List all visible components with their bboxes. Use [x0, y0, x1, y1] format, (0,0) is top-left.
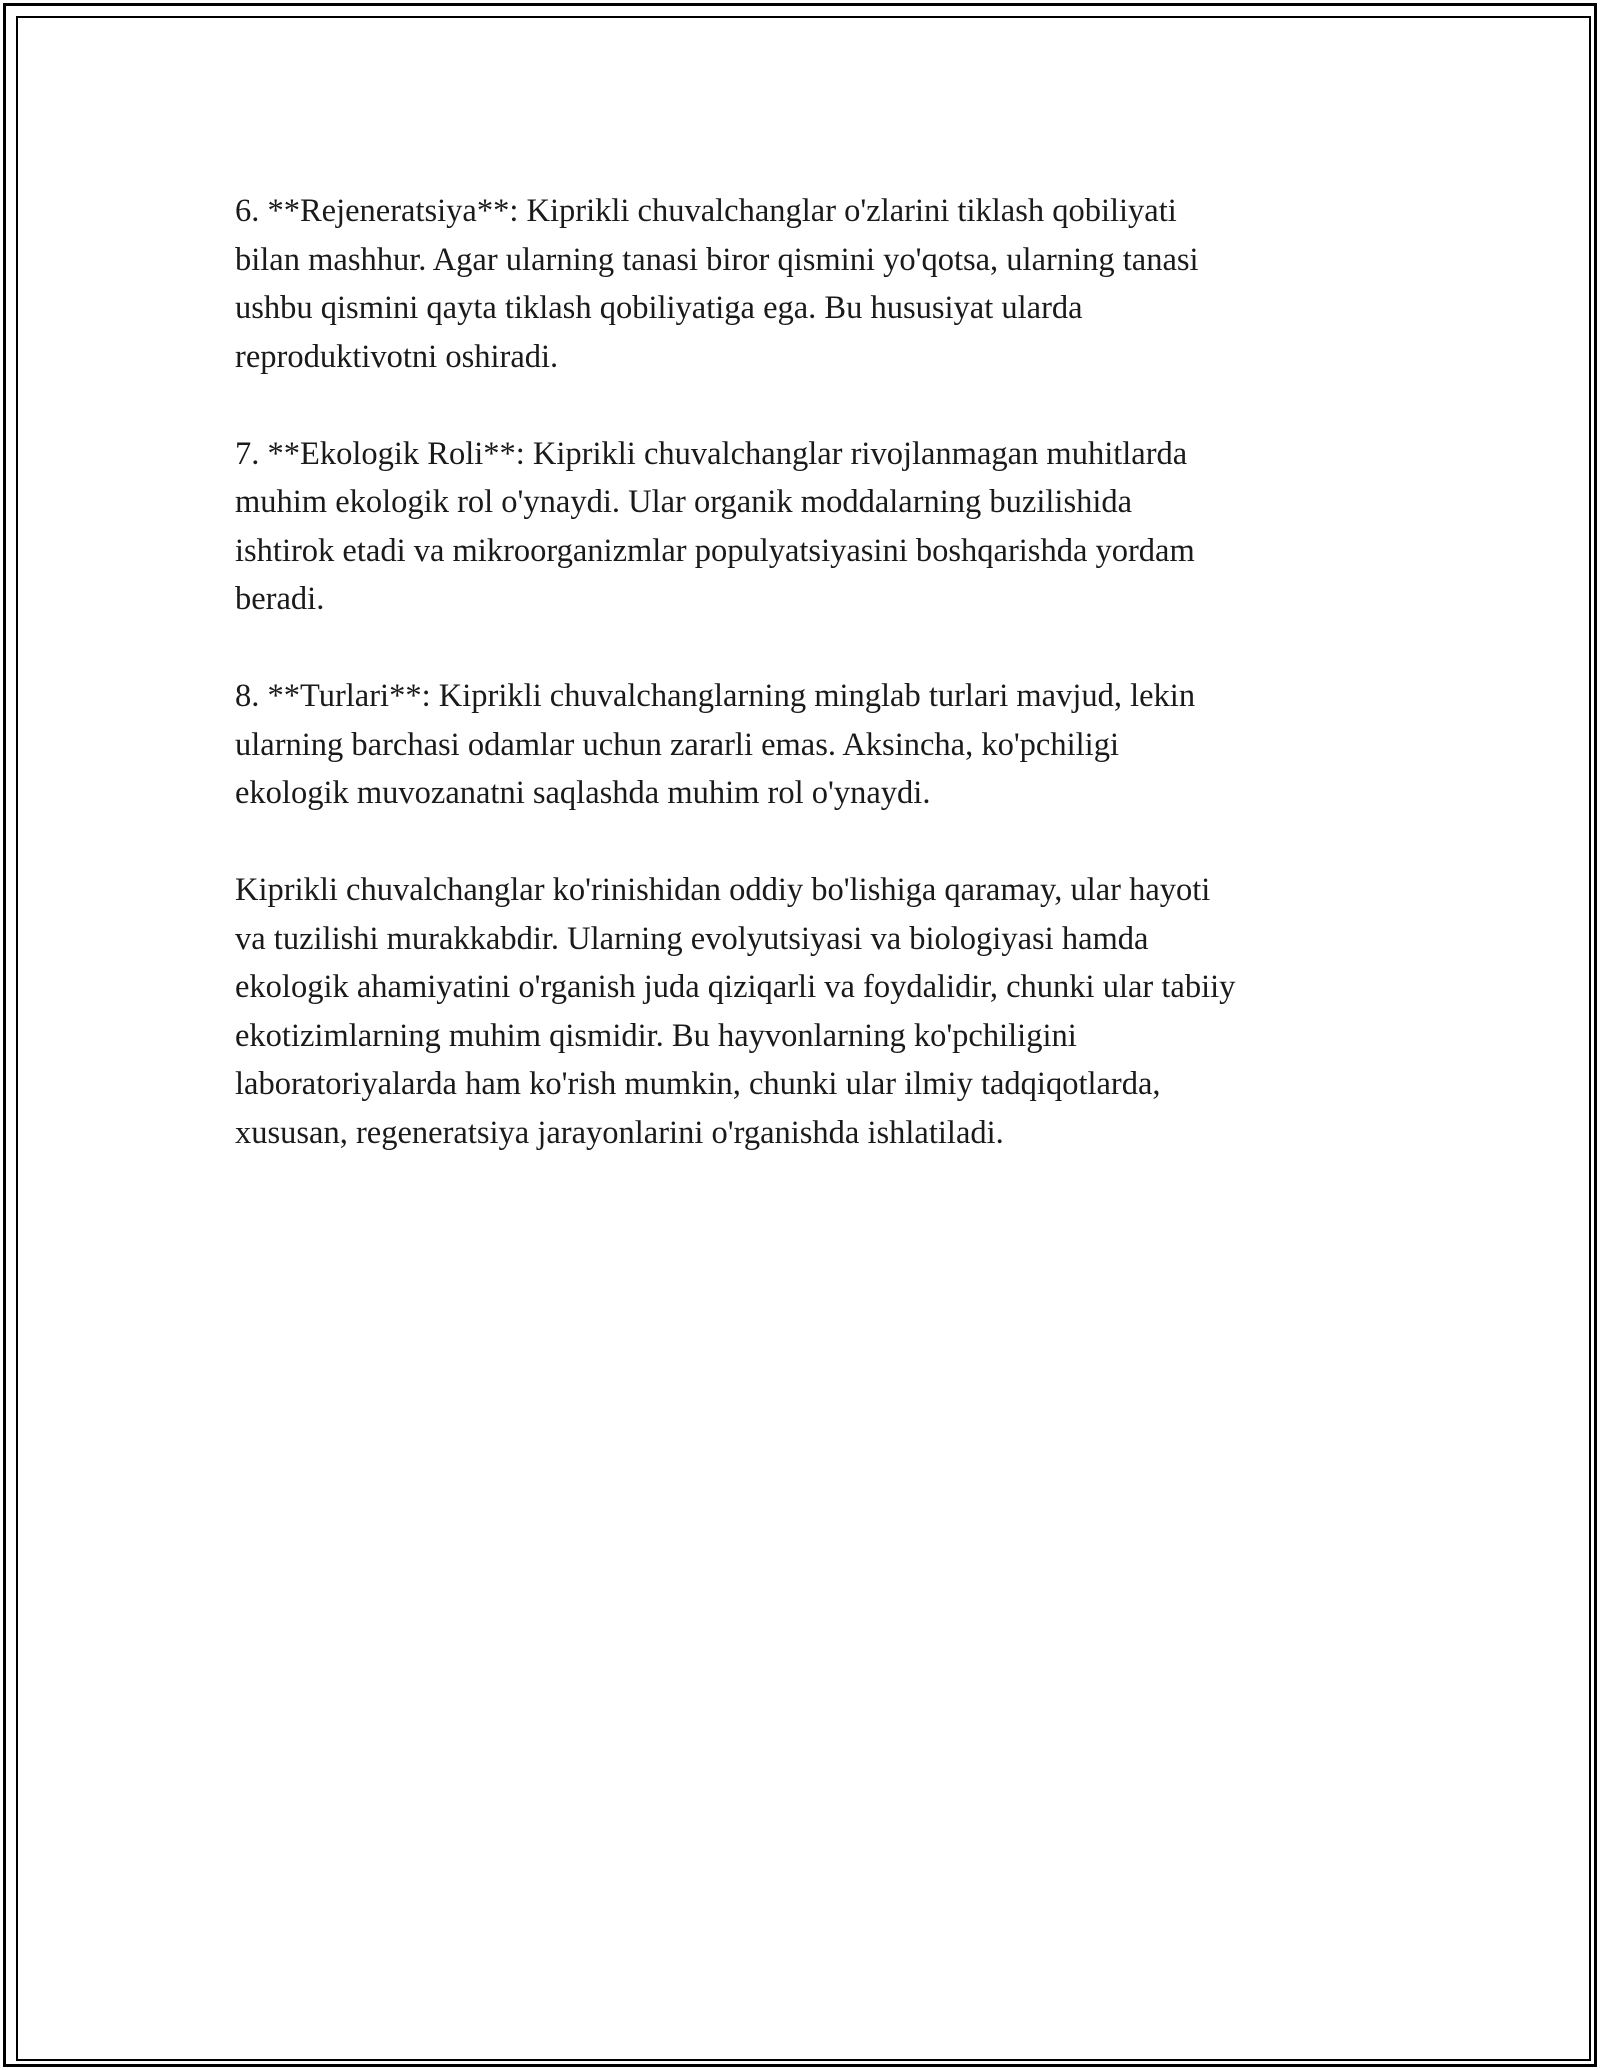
text-line: Kiprikli chuvalchanglar ko'rinishidan oddiy bo'lishiga qaramay, ular hayoti	[235, 872, 1211, 908]
text-line: ularning barchasi odamlar uchun zararli emas. Aksincha, ko'pchiligi	[235, 726, 1119, 763]
text-line: 7. **Ekologik Roli**: Kiprikli chuvalchanglar rivojlanmagan muhitlarda	[235, 435, 1188, 472]
text-line: ishtirok etadi va mikroorganizmlar populyatsiyasini boshqarishda yordam	[235, 532, 1195, 569]
text-line: bilan mashhur. Agar ularning tanasi biror qismini yo'qotsa, ularning tanasi	[235, 241, 1199, 278]
document-body	[235, 187, 1395, 1157]
paragraph-species	[235, 672, 1395, 818]
text-line: ushbu qismini qayta tiklash qobiliyatiga ega. Bu hususiyat ularda	[235, 290, 1083, 326]
text-line: va tuzilishi murakkabdir. Ularning evolyutsiyasi va biologiyasi hamda	[235, 920, 1149, 957]
text-line: xususan, regeneratsiya jarayonlarini o'rganishda ishlatiladi.	[235, 1114, 1004, 1151]
text-line: ekologik ahamiyatini o'rganish juda qiziqarli va foydalidir, chunki ular tabiiy	[235, 969, 1236, 1005]
paragraph-ecological-role	[235, 430, 1395, 624]
paragraph-conclusion	[235, 866, 1395, 1157]
text-line: 6. **Rejeneratsiya**: Kiprikli chuvalchanglar o'zlarini tiklash qobiliyati	[235, 193, 1177, 229]
text-line: laboratoriyalarda ham ko'rish mumkin, chunki ular ilmiy tadqiqotlarda,	[235, 1066, 1161, 1102]
text-line: 8. **Turlari**: Kiprikli chuvalchanglarning minglab turlari mavjud, lekin	[235, 678, 1196, 714]
paragraph-regeneration	[235, 187, 1395, 381]
text-line: beradi.	[235, 581, 325, 617]
text-line: ekotizimlarning muhim qismidir. Bu hayvonlarning ko'pchiligini	[235, 1017, 1077, 1054]
text-line: muhim ekologik rol o'ynaydi. Ular organik moddalarning buzilishida	[235, 484, 1133, 520]
text-line: ekologik muvozanatni saqlashda muhim rol o'ynaydi.	[235, 775, 931, 811]
text-line: reproduktivotni oshiradi.	[235, 338, 559, 375]
